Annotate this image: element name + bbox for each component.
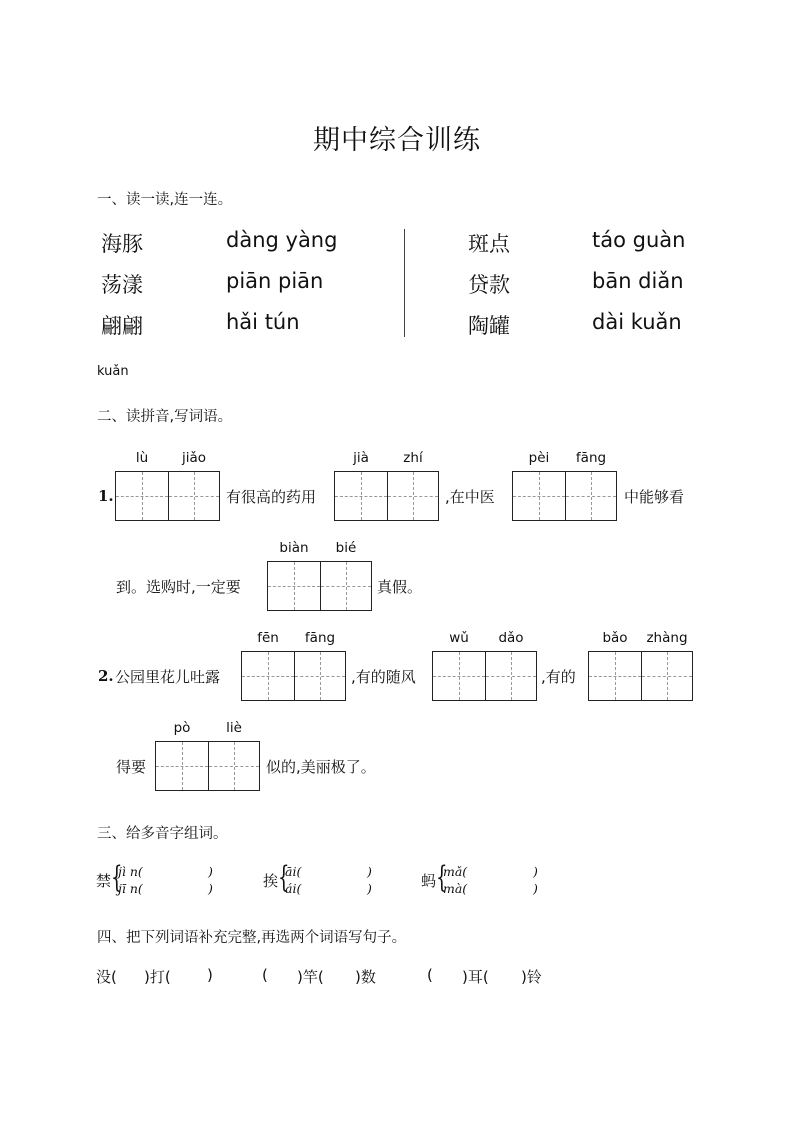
pinyin-right-2: bān diǎn [592,269,684,293]
column-divider [404,229,405,337]
pinyin-left-1: dàng yàng [226,228,338,252]
question-2-number: 2. [98,667,114,685]
pinyin-po: pò [173,720,191,736]
pinyin-jiao: jiǎo [181,450,207,466]
pinyin-pei: pèi [528,450,550,466]
fill-in-part: ( [427,966,433,984]
q1-text-4: 到。选购时,一定要 [116,578,241,596]
fill-in-part: ) [207,966,213,984]
reading-ma-2: mà( [443,881,468,896]
section-4-heading: 四、把下列词语补充完整,再选两个词语写句子。 [97,930,407,946]
pinyin-zhi: zhí [403,450,423,466]
q1-text-5: 真假。 [377,578,423,596]
reading-jin-2: jī n( [118,881,143,896]
pinyin-lie: liè [226,720,242,736]
q2-text-1: 公园里花儿吐露 [115,668,221,686]
brace-icon: { [436,860,448,895]
pinyin-bie: bié [335,540,357,556]
blank-close-paren[interactable]: ) [533,881,538,896]
answer-box-peifang[interactable] [512,471,617,521]
pinyin-wu: wǔ [449,630,469,646]
word-haitun: 海豚 [101,232,143,256]
pinyin-fang2: fāng [304,630,336,646]
section-2-heading: 二、读拼音,写词语。 [97,409,233,425]
fill-in-part: )竿( [297,968,324,986]
blank-close-paren[interactable]: ) [367,881,372,896]
reading-jin-1: jì n( [118,864,143,879]
brace-icon: { [278,860,290,895]
word-daikuan: 贷款 [468,273,510,297]
section-3-heading: 三、给多音字组词。 [97,826,228,842]
blank-close-paren[interactable]: ) [208,864,213,879]
page-title: 期中综合训练 [313,125,481,156]
word-bandian: 斑点 [468,232,510,256]
fill-in-part: )数 [355,968,376,986]
word-dangyang: 荡漾 [101,273,143,297]
pinyin-right-1: táo guàn [592,228,686,252]
pinyin-fen: fēn [257,630,279,646]
fill-in-part: ( [262,966,268,984]
answer-box-jiazhi[interactable] [334,471,439,521]
word-taoguan: 陶罐 [468,314,510,338]
q1-text-1: 有很高的药用 [226,488,317,506]
fill-in-part: )耳( [462,968,489,986]
answer-box-polie[interactable] [155,741,260,791]
answer-box-bianbie[interactable] [267,561,372,611]
q2-text-4: 得要 [116,758,147,776]
word-pianpian: 翩翩 [101,314,143,338]
reading-ai-2: ái( [285,881,302,896]
reading-ma-1: mǎ( [443,864,468,879]
answer-box-baozhang[interactable] [588,651,693,701]
stray-pinyin: kuǎn [97,364,129,379]
pinyin-zhang: zhàng [646,630,688,646]
q2-text-2: ,有的随风 [351,668,416,686]
fill-in-part: 没( [96,968,117,986]
fill-in-part: )铃 [521,968,542,986]
q2-text-3: ,有的 [541,668,576,686]
pinyin-bao: bǎo [602,630,628,646]
q2-text-5: 似的,美丽极了。 [266,758,376,776]
blank-close-paren[interactable]: ) [533,864,538,879]
pinyin-bian: biàn [279,540,309,556]
answer-box-wudao[interactable] [432,651,537,701]
pinyin-dao: dǎo [498,630,524,646]
pinyin-lu: lù [135,450,149,466]
pinyin-jia: jià [353,450,369,466]
blank-close-paren[interactable]: ) [208,881,213,896]
pinyin-fang: fāng [575,450,607,466]
polyphone-ma: 蚂 [421,872,437,890]
reading-ai-1: āi( [285,864,302,879]
question-1-number: 1. [98,487,114,505]
answer-box-lujiao[interactable] [115,471,220,521]
pinyin-left-3: hǎi tún [226,310,300,334]
polyphone-ai: 挨 [263,872,279,890]
answer-box-fenfang[interactable] [241,651,346,701]
q1-text-3: 中能够看 [624,488,685,506]
pinyin-left-2: piān piān [226,269,324,293]
brace-icon: { [111,860,123,895]
fill-in-part: )打( [144,968,171,986]
polyphone-jin: 禁 [96,872,112,890]
blank-close-paren[interactable]: ) [367,864,372,879]
section-1-heading: 一、读一读,连一连。 [97,192,233,208]
pinyin-right-3: dài kuǎn [592,310,682,334]
q1-text-2: ,在中医 [445,488,495,506]
